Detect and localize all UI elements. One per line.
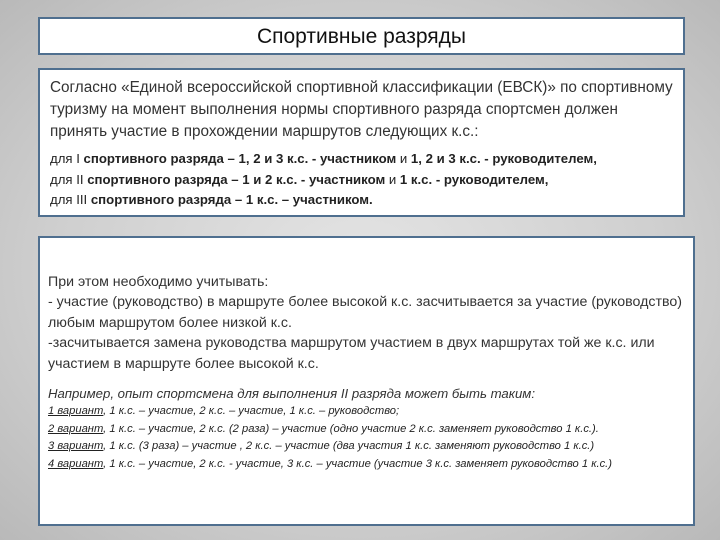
intro-text: Согласно «Единой всероссийской спортивной классификации (ЕВСК)» по спортивному туризму на момент выполнения нормы спортивного разряда спортсмен должен принять участие в прохождении маршрутов следующих к.с.: [50, 79, 673, 140]
rank-line: для I спортивного разряда – 1, 2 и 3 к.с. - участником и 1, 2 и 3 к.с. - руководителем, [50, 151, 597, 166]
variant-line: 3 вариант, 1 к.с. (3 раза) – участие , 2 к.с. – участие (два участия 1 к.с. заменяют руководство 1 к.с.) [48, 440, 595, 453]
example-heading: Например, опыт спортсмена для выполнения II разряда может быть таким: [48, 386, 536, 402]
notes-box [38, 236, 695, 526]
title-box [38, 17, 685, 55]
intro-box [38, 68, 685, 217]
rank-line: для III спортивного разряда – 1 к.с. – участником. [50, 192, 373, 207]
variant-line: 4 вариант, 1 к.с. – участие, 2 к.с. - участие, 3 к.с. – участие (участие 3 к.с. заменяет руководство 1 к.с.) [48, 457, 613, 470]
variant-line: 1 вариант, 1 к.с. – участие, 2 к.с. – участие, 1 к.с. – руководство; [48, 405, 400, 418]
variant-line: 2 вариант, 1 к.с. – участие, 2 к.с. (2 раза) – участие (одно участие 2 к.с. заменяет руководство 1 к.с.). [48, 422, 599, 435]
rank-list [50, 149, 675, 211]
page-title: Спортивные разряды [256, 25, 467, 48]
notes-text: При этом необходимо учитывать: - участие (руководство) в маршруте более высокой к.с. засчитывается за участие (руководство) любым маршрутом более низкой к.с. -засчитывается замена руководства маршрутом участием в двух маршрутах той же к.с. или участием в маршруте более высокой к.с. [48, 274, 682, 372]
rank-line: для II спортивного разряда – 1 и 2 к.с. - участником и 1 к.с. - руководителем, [50, 171, 549, 187]
